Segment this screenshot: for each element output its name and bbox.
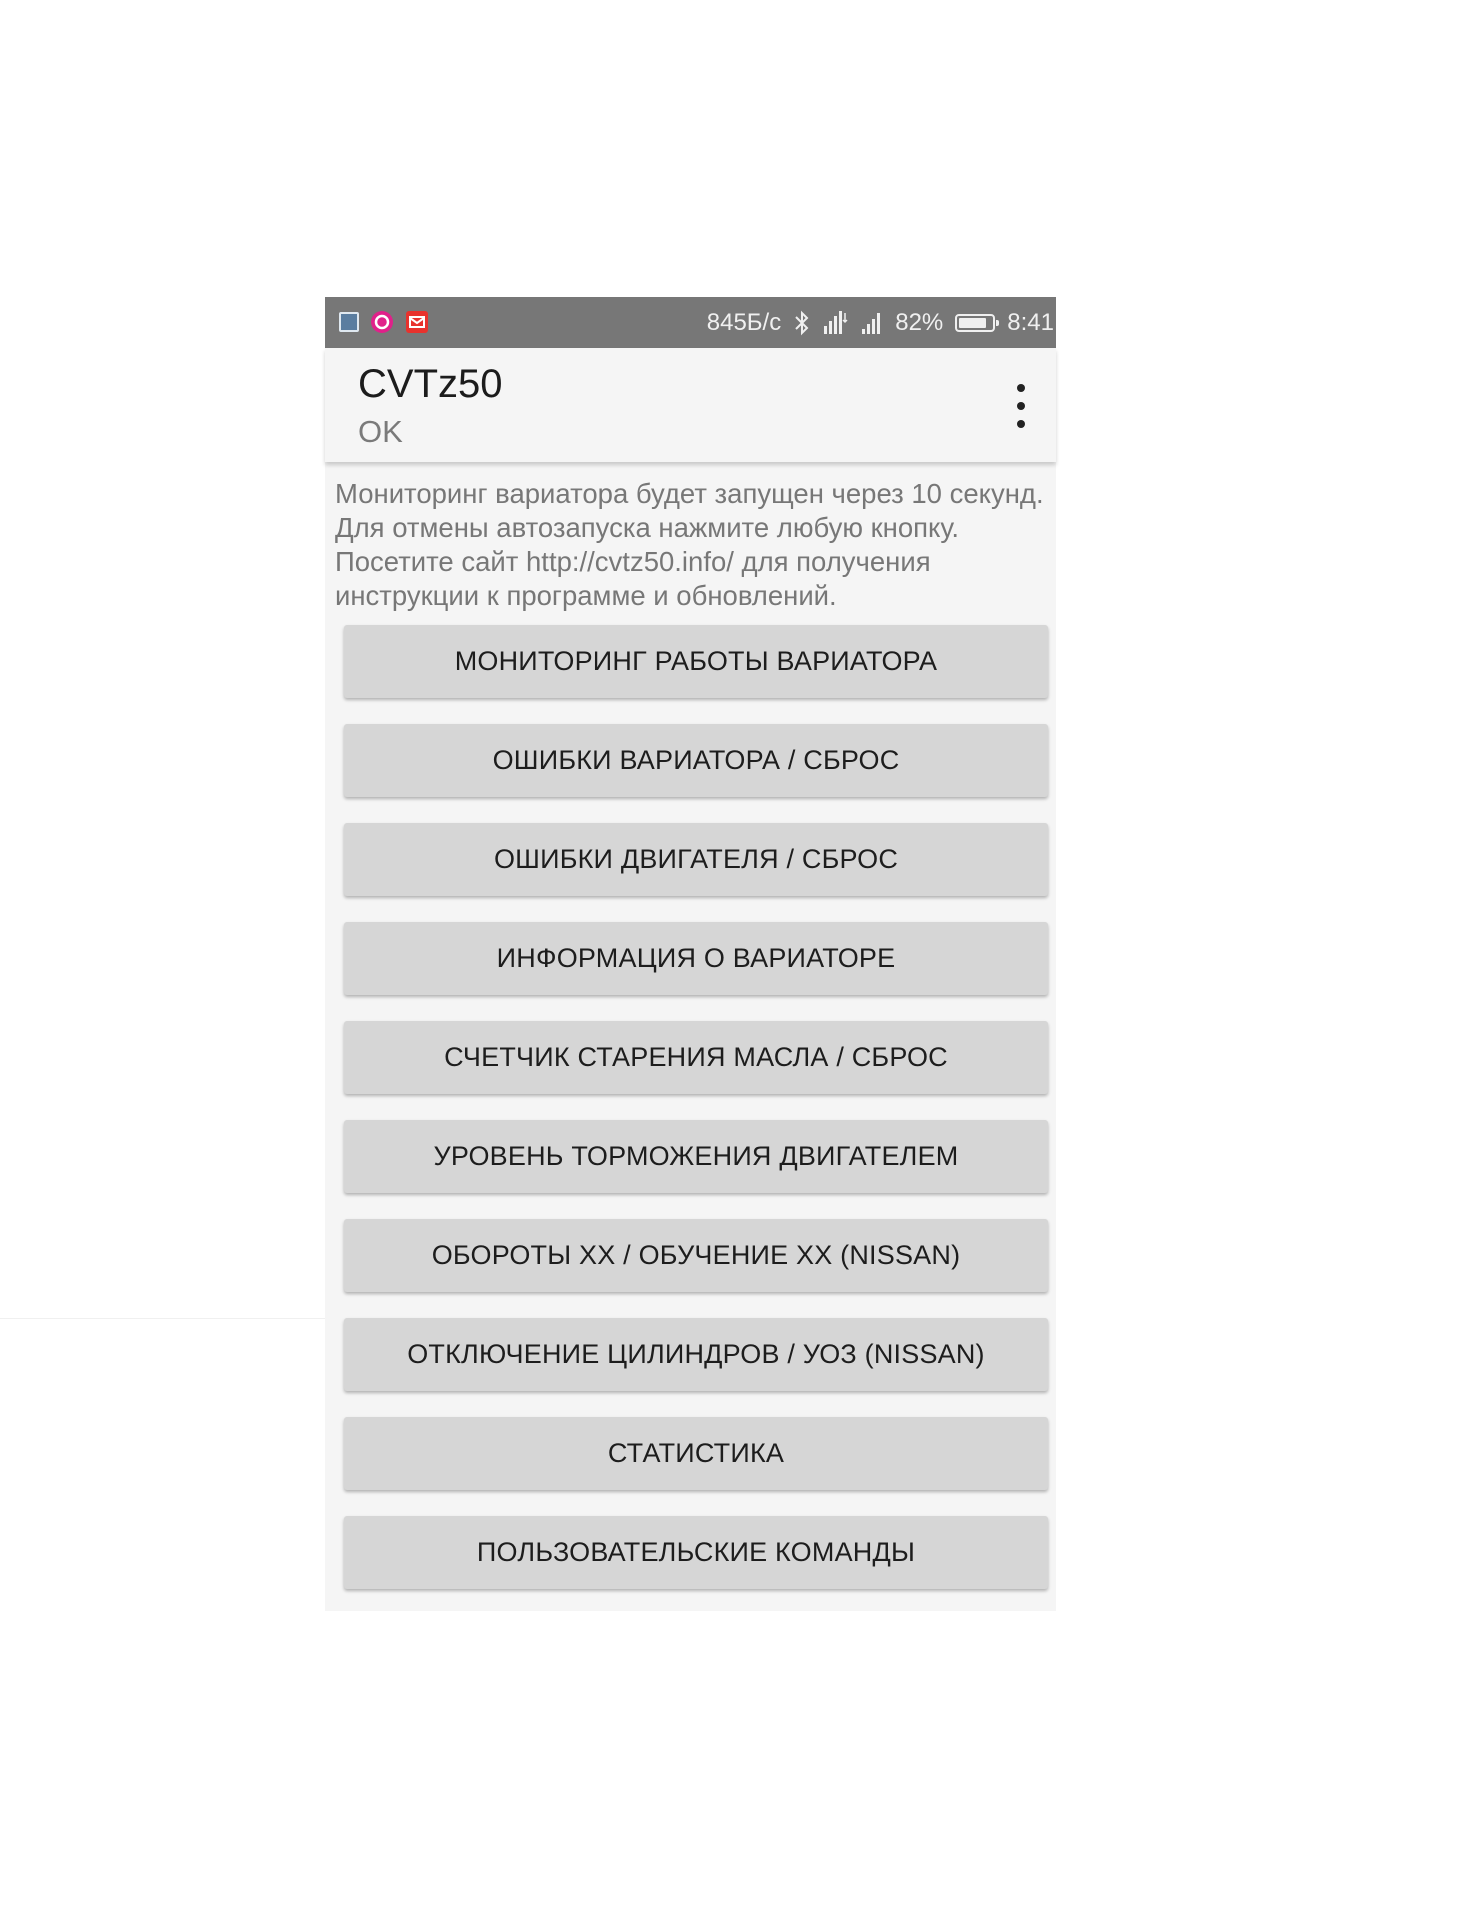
cell-signal-icon xyxy=(861,311,883,335)
image-notification-icon xyxy=(339,312,359,332)
monitoring-button[interactable]: МОНИТОРИНГ РАБОТЫ ВАРИАТОРА xyxy=(344,625,1048,698)
cylinder-disable-button[interactable]: ОТКЛЮЧЕНИЕ ЦИЛИНДРОВ / УОЗ (NISSAN) xyxy=(344,1318,1048,1391)
bluetooth-icon xyxy=(793,310,811,336)
transmission-info-button[interactable]: ИНФОРМАЦИЯ О ВАРИАТОРЕ xyxy=(344,922,1048,995)
app-notification-icon xyxy=(371,311,393,333)
user-commands-button[interactable]: ПОЛЬЗОВАТЕЛЬСКИЕ КОМАНДЫ xyxy=(344,1516,1048,1589)
mail-notification-icon xyxy=(406,311,428,333)
connection-status: OK xyxy=(358,414,403,449)
background-divider xyxy=(0,1318,325,1319)
app-window xyxy=(325,297,1056,1611)
oil-aging-counter-button[interactable]: СЧЕТЧИК СТАРЕНИЯ МАСЛА / СБРОС xyxy=(344,1021,1048,1094)
battery-icon xyxy=(955,314,995,332)
overflow-menu-icon[interactable] xyxy=(1006,384,1036,428)
mobile-data-signal-icon xyxy=(823,310,849,336)
engine-errors-button[interactable]: ОШИБКИ ДВИГАТЕЛЯ / СБРОС xyxy=(344,823,1048,896)
network-speed: 845Б/с xyxy=(706,308,782,336)
idle-rpm-button[interactable]: ОБОРОТЫ ХХ / ОБУЧЕНИЕ ХХ (NISSAN) xyxy=(344,1219,1048,1292)
app-toolbar xyxy=(325,348,1056,462)
engine-braking-level-button[interactable]: УРОВЕНЬ ТОРМОЖЕНИЯ ДВИГАТЕЛЕМ xyxy=(344,1120,1048,1193)
clock: 8:41 xyxy=(1007,308,1054,336)
autostart-message: Мониторинг вариатора будет запущен через 10 секунд. Для отмены автозапуска нажмите любую кнопку. Посетите сайт http://cvtz50.info/ для получения инструкции к программе и обновлений. xyxy=(335,478,1044,611)
status-bar xyxy=(325,297,1056,348)
app-title: CVTz50 xyxy=(358,362,503,406)
battery-percent: 82% xyxy=(895,308,944,336)
statistics-button[interactable]: СТАТИСТИКА xyxy=(344,1417,1048,1490)
transmission-errors-button[interactable]: ОШИБКИ ВАРИАТОРА / СБРОС xyxy=(344,724,1048,797)
